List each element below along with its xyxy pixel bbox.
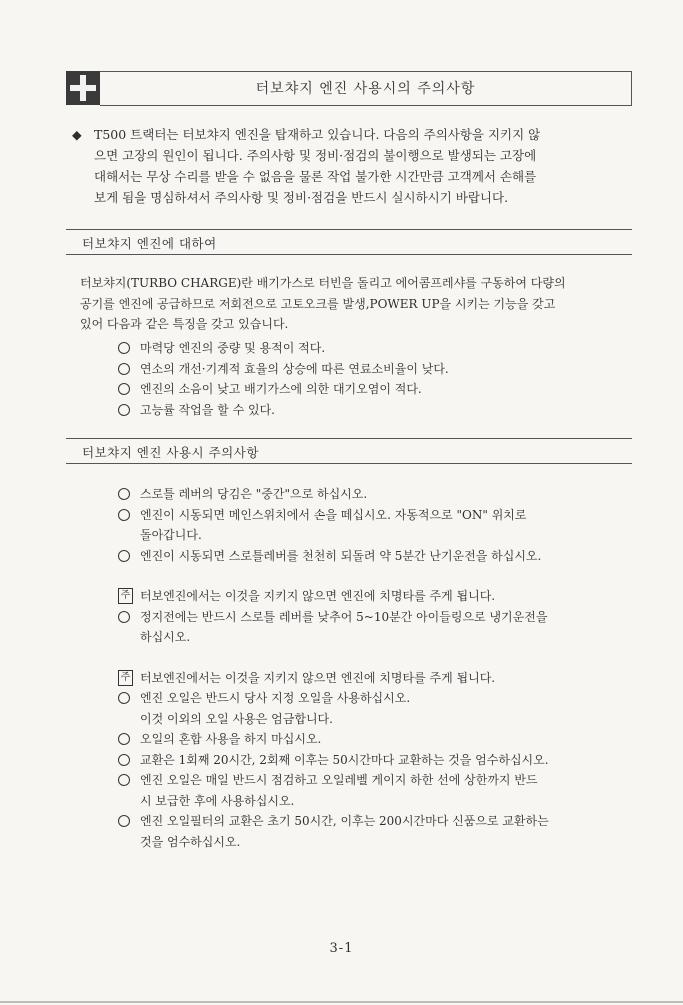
list-item: 엔진이 시동되면 메인스위치에서 손을 떼십시오. 자동적으로 "ON" 위치로 돌아갑니다. (118, 505, 638, 546)
intro-line: 보게 됨을 명심하셔서 주의사항 및 정비·점검을 반드시 실시하시기 바랍니다. (94, 190, 509, 205)
circle-bullet-icon (118, 611, 130, 623)
precaution-list (118, 484, 638, 852)
circle-bullet-icon (118, 509, 130, 521)
section-heading-text: 터보챠지 엔진 사용시 주의사항 (82, 445, 259, 460)
intro-line: T500 트랙터는 터보챠지 엔진을 탑재하고 있습니다. 다음의 주의사항을 지키지 않 (94, 127, 541, 142)
list-item: 연소의 개선·기계적 효율의 상승에 따른 연료소비율이 낮다. (118, 359, 638, 380)
caution-mark-icon: 주 (118, 588, 133, 604)
circle-bullet-icon (118, 363, 130, 375)
description-line: 있어 다음과 같은 특징을 갖고 있습니다. (80, 317, 289, 331)
feature-list (118, 338, 638, 420)
warning-note: 주 터보엔진에서는 이것을 지키지 않으면 엔진에 치명타를 주게 됩니다. (118, 586, 638, 607)
circle-bullet-icon (118, 342, 130, 354)
list-item: 엔진의 소음이 낮고 배기가스에 의한 대기오염이 적다. (118, 379, 638, 400)
list-item: 엔진 오일은 매일 반드시 점검하고 오일레벨 게이지 하한 선에 상한까지 반드 시 보급한 후에 사용하십시오. (118, 770, 638, 811)
diamond-bullet-icon: ◆ (72, 127, 82, 142)
list-item: 교환은 1회째 20시간, 2회째 이후는 50시간마다 교환하는 것을 엄수하십시오. (118, 750, 638, 771)
section-heading-precautions (66, 438, 632, 464)
scan-edge-divider (0, 1001, 683, 1003)
list-item: 마력당 엔진의 중량 및 용적이 적다. (118, 338, 638, 359)
page-number: 3-1 (329, 941, 354, 956)
list-item: 정지전에는 반드시 스로틀 레버를 낮추어 5~10분간 아이들링으로 냉기운전을 하십시오. (118, 607, 638, 648)
intro-line: 으면 고장의 원인이 됩니다. 주의사항 및 정비·점검의 불이행으로 발생되는 고장에 (94, 148, 537, 163)
caution-mark-icon: 주 (118, 670, 133, 686)
page-title: 터보챠지 엔진 사용시의 주의사항 (255, 81, 476, 97)
circle-bullet-icon (118, 754, 130, 766)
warning-note: 주 터보엔진에서는 이것을 지키지 않으면 엔진에 치명타를 주게 됩니다. (118, 668, 638, 689)
intro-line: 대해서는 무상 수리를 받을 수 없음을 물론 작업 불가한 시간만큼 고객께서 손해를 (94, 169, 537, 184)
circle-bullet-icon (118, 733, 130, 745)
description-line: 공기를 엔진에 공급하므로 저회전으로 고토오크를 발생,POWER UP을 시키는 기능을 갖고 (80, 296, 556, 311)
list-item: 엔진이 시동되면 스로틀레버를 천천히 되돌려 약 5분간 난기운전을 하십시오. (118, 546, 638, 567)
plus-icon (66, 71, 100, 105)
circle-bullet-icon (118, 404, 130, 416)
list-item: 엔진 오일은 반드시 당사 지정 오일을 사용하십시오. 이것 이외의 오일 사용은 엄금합니다. (118, 688, 638, 729)
circle-bullet-icon (118, 815, 130, 827)
circle-bullet-icon (118, 550, 130, 562)
section-heading-turbo-engine (66, 229, 632, 255)
list-item: 고능률 작업을 할 수 있다. (118, 400, 638, 421)
circle-bullet-icon (118, 488, 130, 500)
list-item: 오일의 혼합 사용을 하지 마십시오. (118, 729, 638, 750)
turbo-description (80, 273, 635, 335)
section-heading-text: 터보챠지 엔진에 대하여 (82, 236, 217, 251)
circle-bullet-icon (118, 383, 130, 395)
list-item: 스로틀 레버의 당김은 "중간"으로 하십시오. (118, 484, 638, 505)
intro-paragraph (72, 124, 632, 208)
title-banner (66, 71, 632, 105)
list-item: 엔진 오일필터의 교환은 초기 50시간, 이후는 200시간마다 신품으로 교환하는 것을 엄수하십시오. (118, 811, 638, 852)
circle-bullet-icon (118, 774, 130, 786)
circle-bullet-icon (118, 692, 130, 704)
description-line: 터보챠지(TURBO CHARGE)란 배기가스로 터빈을 돌리고 에어콤프레샤를 구동하여 다량의 (80, 276, 566, 290)
